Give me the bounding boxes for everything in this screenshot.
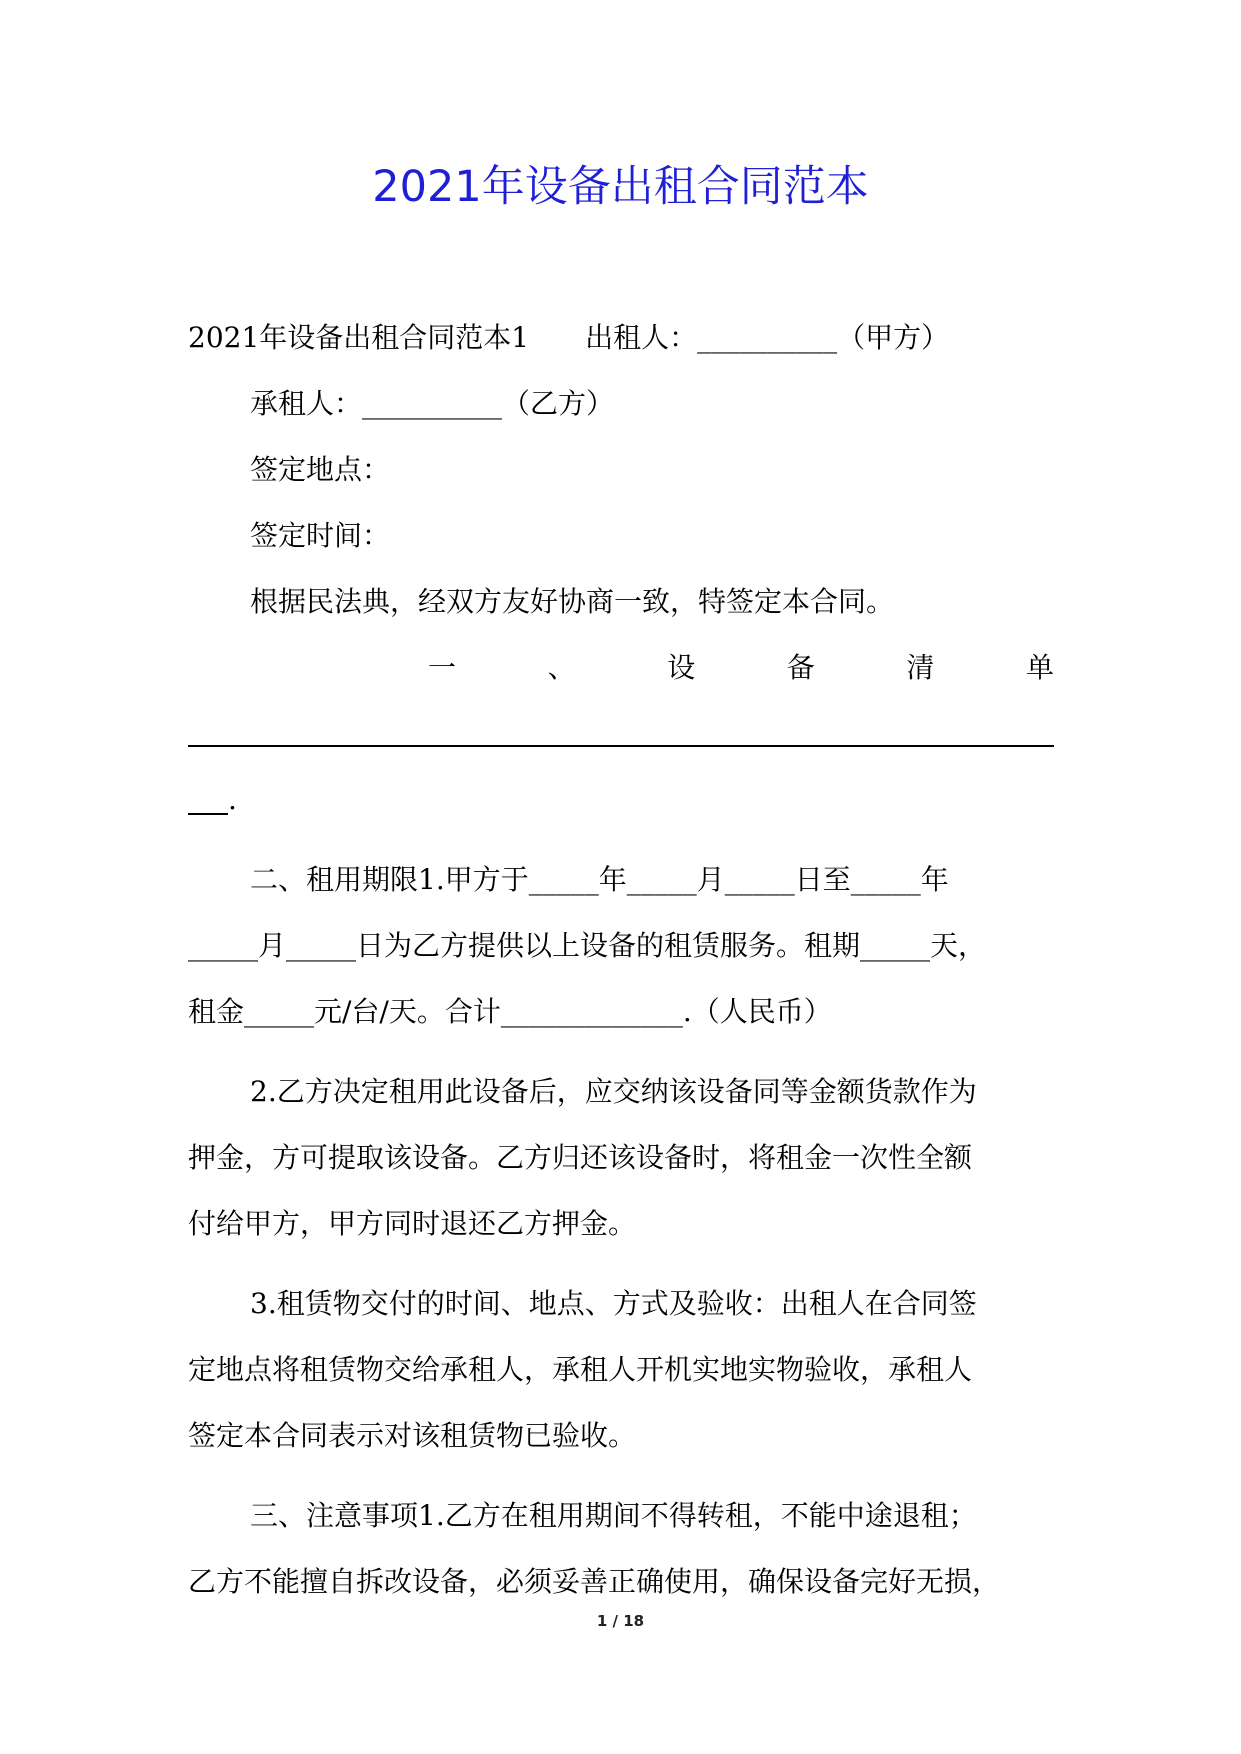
document-body bbox=[188, 305, 1054, 1615]
paragraph-line: 付给甲方，甲方同时退还乙方押金。 bbox=[188, 1207, 637, 1240]
period: . bbox=[228, 783, 237, 816]
heading-char: 备 bbox=[786, 651, 815, 684]
paragraph-line: 签定本合同表示对该租赁物已验收。 bbox=[188, 1419, 637, 1452]
paragraph-line: 3.租赁物交付的时间、地点、方式及验收：出租人在合同签 bbox=[250, 1287, 977, 1320]
heading-char: 单 bbox=[1025, 651, 1054, 684]
underline-rule bbox=[188, 745, 1054, 747]
fill-in-blank-end bbox=[188, 767, 1054, 833]
paragraph-line: 2021年设备出租合同范本1 出租人：__________（甲方） bbox=[188, 321, 950, 354]
section-heading-equipment-list bbox=[188, 635, 1054, 701]
heading-char: 清 bbox=[906, 651, 935, 684]
paragraph-line: 根据民法典，经双方友好协商一致，特签定本合同。 bbox=[250, 585, 895, 618]
document-title: 2021年设备出租合同范本 bbox=[372, 162, 869, 212]
paragraph-line: 签定地点： bbox=[250, 453, 391, 486]
heading-char: 一 bbox=[428, 651, 457, 684]
heading-char: 设 bbox=[667, 651, 696, 684]
underline-rule bbox=[188, 813, 228, 815]
paragraph-line: 承租人：__________（乙方） bbox=[250, 387, 615, 420]
paragraph-line: 定地点将租赁物交给承租人，承租人开机实地实物验收，承租人 bbox=[188, 1353, 973, 1386]
paragraph-line: 签定时间： bbox=[250, 519, 391, 552]
paragraph-line: 租金_____元/台/天。合计_____________.（人民币） bbox=[188, 995, 832, 1028]
page-number: 1 / 18 bbox=[596, 1612, 645, 1630]
paragraph-line: 二、租用期限1.甲方于_____年_____月_____日至_____年 bbox=[250, 863, 949, 896]
paragraph-line: _____月_____日为乙方提供以上设备的租赁服务。租期_____天， bbox=[188, 929, 987, 962]
paragraph-line: 三、注意事项1.乙方在租用期间不得转租，不能中途退租； bbox=[250, 1499, 977, 1532]
fill-in-blank-line bbox=[188, 701, 1054, 767]
heading-char: 、 bbox=[547, 651, 576, 684]
paragraph-line: 乙方不能擅自拆改设备，必须妥善正确使用，确保设备完好无损， bbox=[188, 1565, 1001, 1598]
paragraph-line: 押金，方可提取该设备。乙方归还该设备时，将租金一次性全额 bbox=[188, 1141, 973, 1174]
paragraph-line: 2.乙方决定租用此设备后，应交纳该设备同等金额货款作为 bbox=[250, 1075, 977, 1108]
